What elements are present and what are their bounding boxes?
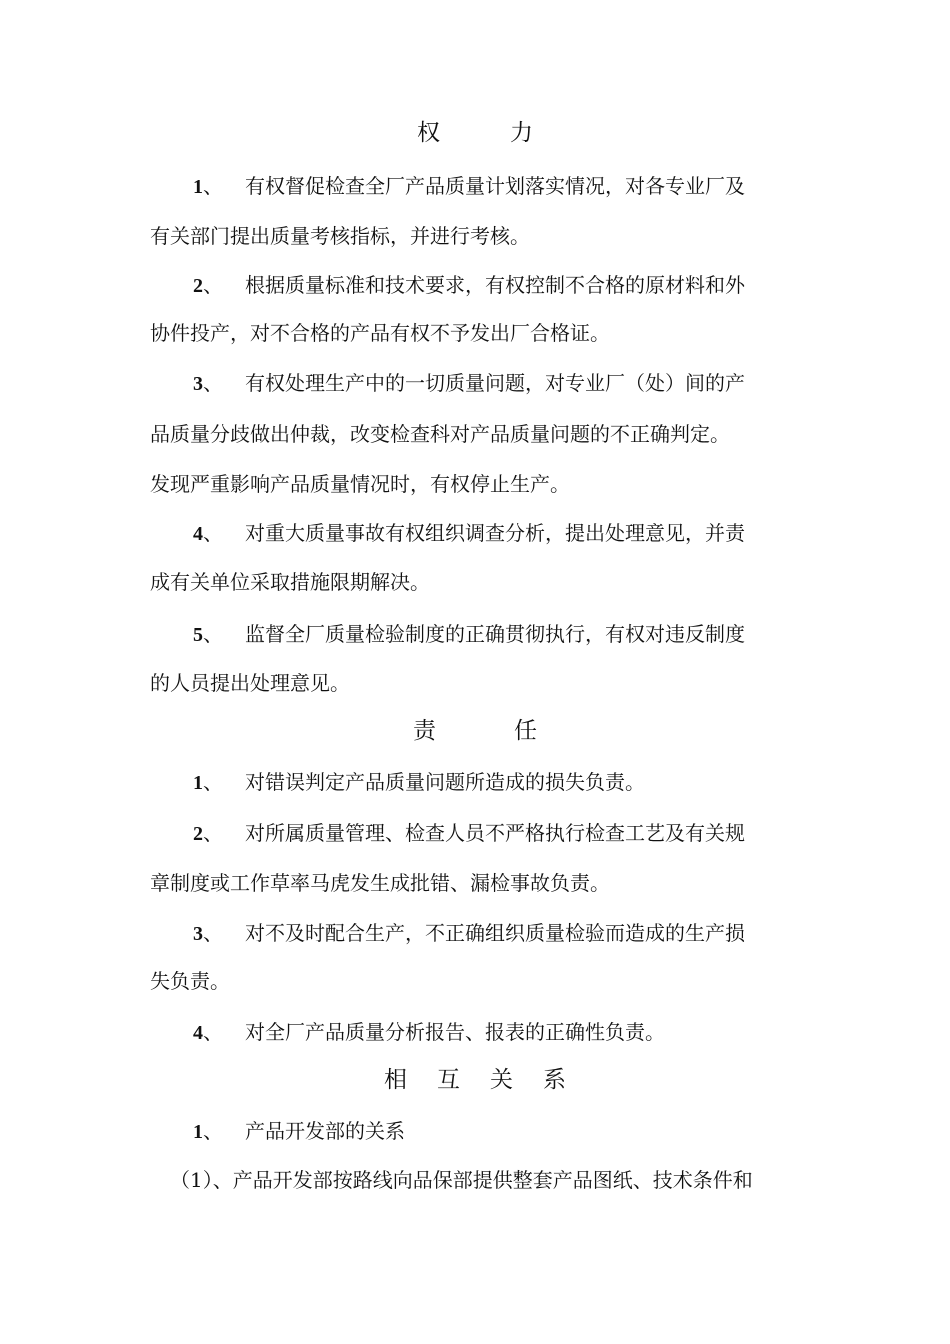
item-number: 5: [193, 624, 203, 646]
item-number: 2: [193, 823, 203, 845]
item-separator: 、: [203, 1119, 223, 1143]
power-item-3-line-3: 发现严重影响产品质量情况时，有权停止生产。: [150, 472, 570, 496]
item-text: 对重大质量事故有权组织调查分析，提出处理意见，并责: [245, 521, 745, 545]
item-text: 对所属质量管理、检查人员不严格执行检查工艺及有关规: [245, 821, 745, 845]
item-separator: 、: [203, 921, 223, 945]
title-char: 系: [543, 1067, 566, 1093]
item-separator: 、: [203, 521, 223, 545]
item-number: 4: [193, 523, 203, 545]
item-text: 有权督促检查全厂产品质量计划落实情况，对各专业厂及: [245, 174, 745, 198]
relations-item-1-line-1: [193, 1116, 405, 1147]
title-char: 关: [490, 1067, 513, 1093]
power-item-5-line-2: 的人员提出处理意见。: [150, 671, 350, 695]
title-char: 任: [514, 718, 537, 744]
item-number: 3: [193, 373, 203, 395]
relations-subitem-1-line-1: （1）、产品开发部按路线向品保部提供整套产品图纸、技术条件和: [170, 1168, 753, 1192]
resp-item-3-line-2: 失负责。: [150, 969, 230, 993]
power-item-5-line-1: [193, 619, 745, 650]
item-separator: 、: [203, 174, 223, 198]
power-item-1-line-2: 有关部门提出质量考核指标，并进行考核。: [150, 224, 530, 248]
item-separator: 、: [203, 770, 223, 794]
item-number: 1: [193, 176, 203, 198]
item-text: 监督全厂质量检验制度的正确贯彻执行，有权对违反制度: [245, 622, 745, 646]
power-item-4-line-2: 成有关单位采取措施限期解决。: [150, 570, 430, 594]
resp-item-2-line-1: [193, 818, 745, 849]
item-number: 4: [193, 1022, 203, 1044]
resp-item-3-line-1: [193, 918, 745, 949]
item-number: 1: [193, 1121, 203, 1143]
title-char: 相: [384, 1067, 407, 1093]
item-number: 2: [193, 275, 203, 297]
item-text: 对错误判定产品质量问题所造成的损失负责。: [245, 770, 645, 794]
item-separator: 、: [203, 273, 223, 297]
item-text: 对不及时配合生产，不正确组织质量检验而造成的生产损: [245, 921, 745, 945]
power-item-2-line-2: 协件投产，对不合格的产品有权不予发出厂合格证。: [150, 321, 610, 345]
item-text: 有权处理生产中的一切质量问题，对专业厂（处）间的产: [245, 371, 745, 395]
resp-item-4-line-1: [193, 1017, 665, 1048]
resp-item-1-line-1: [193, 767, 645, 798]
item-text: 产品开发部的关系: [245, 1119, 405, 1143]
power-item-3-line-2: 品质量分歧做出仲裁，改变检查科对产品质量问题的不正确判定。: [150, 422, 730, 446]
item-separator: 、: [203, 821, 223, 845]
section-title-relations: [0, 1065, 950, 1095]
item-text: 根据质量标准和技术要求，有权控制不合格的原材料和外: [245, 273, 745, 297]
item-number: 1: [193, 772, 203, 794]
section-title-responsibility: [0, 716, 950, 746]
power-item-1-line-1: [193, 171, 745, 202]
title-char: 权: [417, 120, 440, 146]
item-separator: 、: [203, 371, 223, 395]
title-char: 力: [510, 120, 533, 146]
item-text: 对全厂产品质量分析报告、报表的正确性负责。: [245, 1020, 665, 1044]
title-char: 互: [437, 1067, 460, 1093]
item-separator: 、: [203, 622, 223, 646]
power-item-2-line-1: [193, 270, 745, 301]
resp-item-2-line-2: 章制度或工作草率马虎发生成批错、漏检事故负责。: [150, 871, 610, 895]
power-item-4-line-1: [193, 518, 745, 549]
section-title-power: [0, 118, 950, 148]
title-char: 责: [413, 718, 436, 744]
item-number: 3: [193, 923, 203, 945]
item-separator: 、: [203, 1020, 223, 1044]
power-item-3-line-1: [193, 368, 745, 399]
